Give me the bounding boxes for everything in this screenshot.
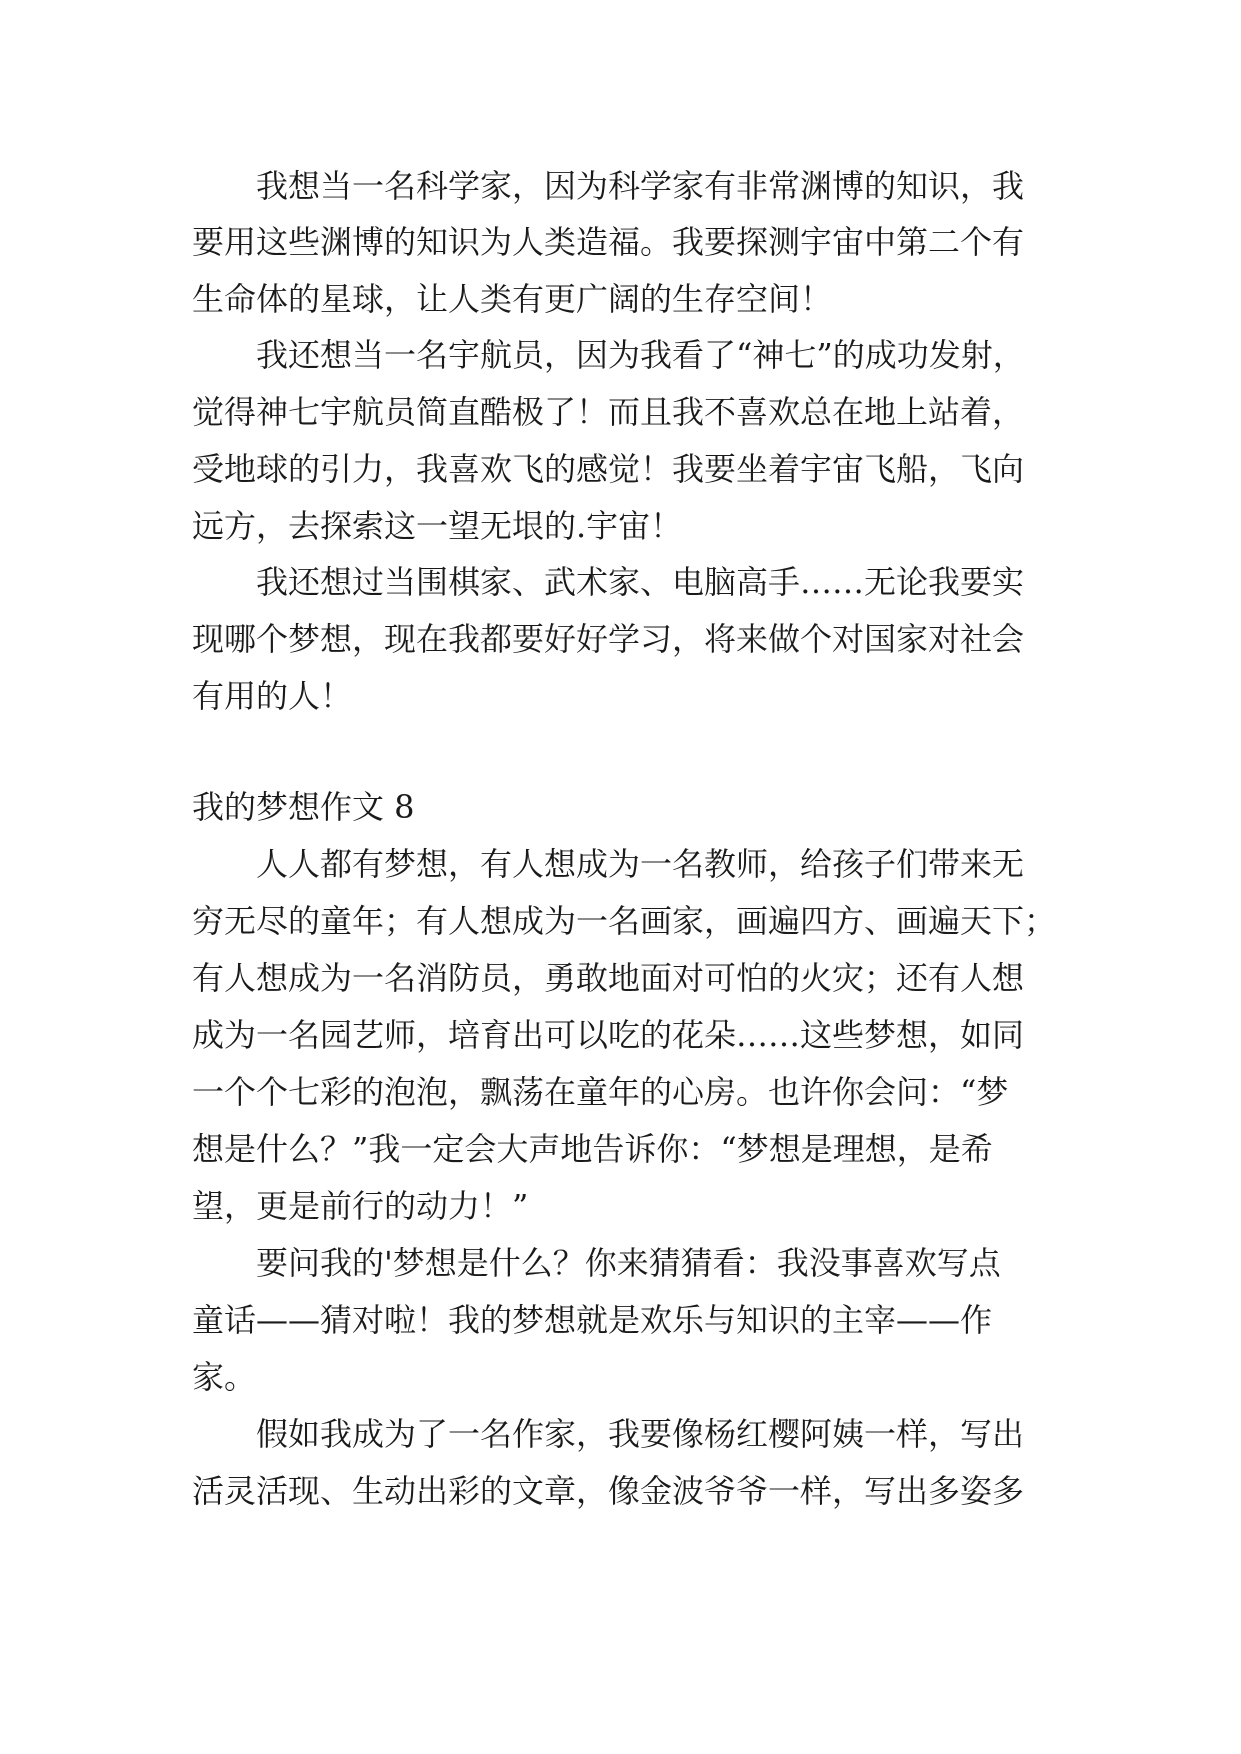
- paragraph-line: 我还想过当围棋家、武术家、电脑高手……无论我要实: [256, 563, 1025, 601]
- paragraph-line: 活灵活现、生动出彩的文章，像金波爷爷一样，写出多姿多: [192, 1472, 1025, 1510]
- paragraph-line: 望，更是前行的动力！”: [192, 1187, 529, 1225]
- paragraph-line: 现哪个梦想，现在我都要好好学习，将来做个对国家对社会: [192, 620, 1025, 658]
- paragraph-line: 假如我成为了一名作家，我要像杨红樱阿姨一样，写出: [256, 1415, 1025, 1453]
- paragraph-line: 想是什么？”我一定会大声地告诉你：“梦想是理想，是希: [192, 1130, 993, 1168]
- section-title: 我的梦想作文 8: [192, 788, 415, 826]
- paragraph-line: 我还想当一名宇航员，因为我看了“神七”的成功发射，: [256, 336, 1025, 374]
- paragraph-line: 有人想成为一名消防员，勇敢地面对可怕的火灾；还有人想: [192, 959, 1025, 997]
- paragraph-line: 家。: [192, 1358, 257, 1396]
- paragraph-line: 人人都有梦想，有人想成为一名教师，给孩子们带来无: [256, 845, 1025, 883]
- paragraph-line: 觉得神七宇航员简直酷极了！而且我不喜欢总在地上站着，: [192, 393, 1025, 431]
- paragraph-line: 要用这些渊博的知识为人类造福。我要探测宇宙中第二个有: [192, 223, 1025, 261]
- paragraph-line: 远方，去探索这一望无垠的.宇宙！: [192, 507, 683, 545]
- paragraph-line: 要问我的'梦想是什么？你来猜猜看：我没事喜欢写点: [256, 1244, 1001, 1282]
- paragraph-line: 有用的人！: [192, 677, 353, 715]
- paragraph-line: 我想当一名科学家，因为科学家有非常渊博的知识，我: [256, 167, 1025, 205]
- paragraph-line: 穷无尽的童年；有人想成为一名画家，画遍四方、画遍天下；: [192, 902, 1057, 940]
- paragraph-line: 成为一名园艺师，培育出可以吃的花朵……这些梦想，如同: [192, 1016, 1025, 1054]
- paragraph-line: 一个个七彩的泡泡，飘荡在童年的心房。也许你会问：“梦: [192, 1073, 1009, 1111]
- paragraph-line: 受地球的引力，我喜欢飞的感觉！我要坐着宇宙飞船，飞向: [192, 450, 1025, 488]
- paragraph-line: 童话——猜对啦！我的梦想就是欢乐与知识的主宰——作: [192, 1301, 993, 1339]
- paragraph-line: 生命体的星球，让人类有更广阔的生存空间！: [192, 280, 833, 318]
